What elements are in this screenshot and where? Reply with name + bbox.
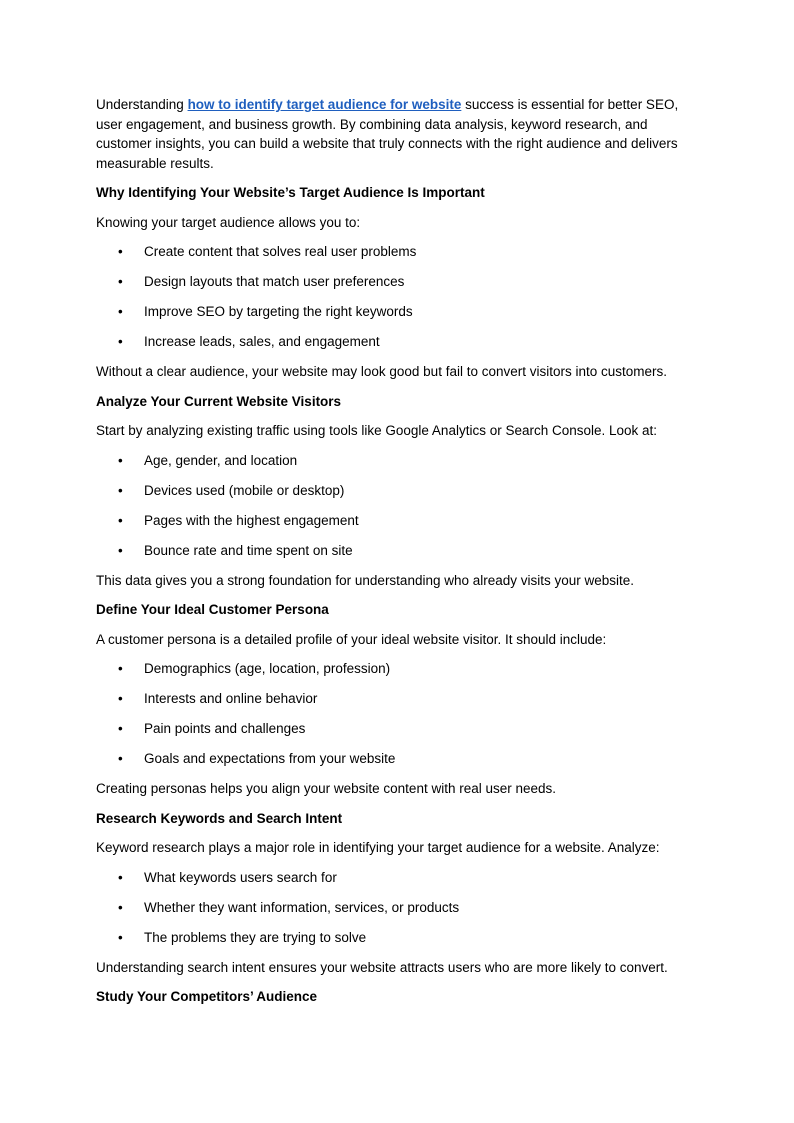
bullet-icon: •	[118, 691, 123, 706]
bullet-icon: •	[118, 334, 123, 349]
list-item	[96, 868, 701, 888]
section-lead: A customer persona is a detailed profile of your ideal website visitor. It should include:	[96, 631, 607, 647]
list-item	[96, 451, 701, 471]
section-lead: Start by analyzing existing traffic using tools like Google Analytics or Search Console. Look at:	[96, 423, 658, 438]
list-item	[96, 689, 701, 709]
list-item-text: Create content that solves real user problems	[144, 244, 417, 259]
bullet-list	[96, 659, 701, 769]
list-item-text: What keywords users search for	[144, 869, 337, 885]
section-lead: Keyword research plays a major role in identifying your target audience for a website. Analyze:	[96, 840, 660, 855]
list-item-text: Design layouts that match user preferences	[144, 274, 405, 289]
bullet-icon: •	[118, 274, 123, 289]
list-item	[96, 302, 701, 322]
list-item	[96, 332, 701, 352]
list-item-text: Age, gender, and location	[144, 452, 298, 468]
list-item-text: Increase leads, sales, and engagement	[144, 334, 380, 349]
section-heading: Why Identifying Your Website’s Target Audience Is Important	[96, 185, 485, 200]
list-item	[96, 541, 701, 561]
section-heading: Define Your Ideal Customer Persona	[96, 602, 329, 617]
list-item	[96, 242, 701, 262]
target-audience-link[interactable]: how to identify target audience for website	[187, 97, 462, 112]
list-item	[96, 719, 701, 739]
bullet-icon: •	[118, 512, 123, 528]
list-item	[96, 481, 701, 501]
bullet-icon: •	[118, 751, 123, 766]
section-heading: Study Your Competitors’ Audience	[96, 989, 318, 1004]
list-item	[96, 928, 701, 948]
bullet-list	[96, 451, 701, 561]
bullet-list	[96, 868, 701, 948]
list-item-text: Demographics (age, location, profession)	[144, 661, 391, 676]
section-heading: Analyze Your Current Website Visitors	[96, 393, 342, 409]
intro-paragraph	[96, 95, 701, 173]
list-item-text: Interests and online behavior	[144, 691, 318, 706]
intro-text-after: success is essential for better SEO, user engagement, and business growth. By combining data analysis, keyword research, and customer insights, you can build a website that truly connects with the right audience and delivers measurable results.	[96, 97, 679, 171]
bullet-icon: •	[118, 304, 123, 319]
list-item	[96, 659, 701, 679]
list-item-text: The problems they are trying to solve	[144, 929, 367, 945]
list-item-text: Pages with the highest engagement	[144, 512, 359, 528]
bullet-icon: •	[118, 661, 123, 676]
bullet-icon: •	[118, 542, 123, 558]
list-item	[96, 749, 701, 769]
list-item-text: Pain points and challenges	[144, 721, 306, 736]
bullet-icon: •	[118, 929, 123, 945]
list-item	[96, 898, 701, 918]
section-closing: Understanding search intent ensures your website attracts users who are more likely to convert.	[96, 959, 668, 975]
bullet-list	[96, 242, 701, 352]
section-lead: Knowing your target audience allows you to:	[96, 214, 361, 230]
list-item-text: Improve SEO by targeting the right keywords	[144, 304, 413, 319]
list-item	[96, 511, 701, 531]
bullet-icon: •	[118, 721, 123, 736]
document-body	[96, 95, 701, 1017]
bullet-icon: •	[118, 244, 123, 259]
section-closing: This data gives you a strong foundation for understanding who already visits your website.	[96, 572, 635, 588]
bullet-icon: •	[118, 482, 123, 498]
section-closing: Creating personas helps you align your website content with real user needs.	[96, 781, 557, 796]
section-heading: Research Keywords and Search Intent	[96, 810, 343, 826]
section-closing: Without a clear audience, your website may look good but fail to convert visitors into customers.	[96, 364, 668, 379]
bullet-icon: •	[118, 869, 123, 885]
list-item-text: Devices used (mobile or desktop)	[144, 482, 345, 498]
bullet-icon: •	[118, 899, 123, 915]
list-item	[96, 272, 701, 292]
intro-text-before: Understanding	[96, 97, 188, 112]
list-item-text: Bounce rate and time spent on site	[144, 542, 353, 558]
bullet-icon: •	[118, 452, 123, 468]
list-item-text: Whether they want information, services, or products	[144, 899, 460, 915]
list-item-text: Goals and expectations from your website	[144, 751, 396, 766]
